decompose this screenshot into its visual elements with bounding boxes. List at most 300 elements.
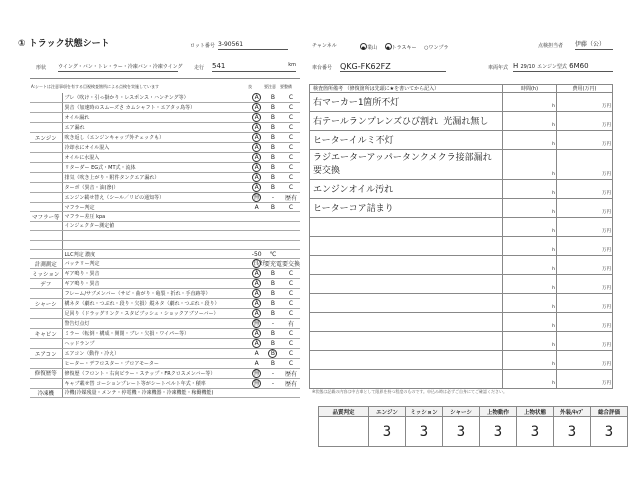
grade-option[interactable] [282, 173, 300, 183]
findings-table [309, 84, 613, 389]
grade-value: C [288, 300, 294, 308]
inspection-row [30, 212, 300, 221]
grade-option[interactable] [249, 359, 264, 368]
grade-value: A [252, 103, 261, 112]
grade-value: A [252, 279, 261, 288]
finding-text: 右マーカー1箇所不灯 [310, 93, 503, 112]
inspection-item: 警告灯点灯 [62, 319, 249, 329]
inspection-item: 構ネタ（劇れ・つぶれ・段り・欠損）縦ネタ（劇れ・つぶれ・段り） [62, 299, 249, 309]
grade-value: A [252, 173, 261, 182]
grade-option[interactable] [249, 299, 264, 309]
inspection-item: 異音（加速時のスムーズさ カムシャフト・エアタッ鳥等） [62, 103, 249, 113]
grade-label: 上物動作 [480, 407, 517, 417]
grade-value: ℃ [269, 250, 277, 258]
finding-cost-unit: 万円 [557, 93, 613, 112]
finding-text [310, 351, 503, 370]
inspection-category [30, 231, 62, 240]
inspection-row [30, 240, 300, 249]
grade-option[interactable] [249, 339, 264, 349]
grade-option[interactable] [264, 143, 282, 153]
grade-option[interactable] [264, 240, 282, 249]
inspection-item: ミラー（転倒・構成・開閉・ブレ・欠損・ワイパー等） [62, 329, 249, 339]
grade-value: B [270, 280, 276, 288]
mileage-value: 541 km [212, 62, 296, 70]
grade-value: A [252, 289, 261, 298]
grade-option[interactable] [282, 123, 300, 133]
inspection-item: 吹き返し（エンジンキャップ外チェックも） [62, 133, 249, 143]
grade-option[interactable] [264, 153, 282, 163]
grade-value: C [288, 270, 294, 278]
inspection-category [30, 183, 62, 193]
grade-value: B [270, 104, 276, 111]
grade-value: B [270, 134, 276, 141]
finding-time-unit: h [503, 313, 557, 332]
grade-option[interactable] [249, 173, 264, 183]
finding-text [310, 313, 503, 332]
grade-value: 要交換 [281, 261, 300, 269]
grade-value: C [288, 184, 294, 191]
finding-cost-unit: 万円 [557, 256, 613, 275]
grade-option[interactable] [282, 299, 300, 309]
finding-time-unit: h [503, 199, 557, 218]
inspection-row [30, 163, 300, 173]
grade-value: C [288, 124, 294, 131]
grade-option[interactable] [282, 279, 300, 289]
grade-value: -50 [251, 250, 262, 258]
grade-value: A [252, 309, 261, 318]
grade-option[interactable] [282, 221, 300, 230]
grade-option[interactable] [264, 163, 282, 173]
inspection-category: 冷凍機 [30, 388, 62, 397]
grade-option[interactable] [282, 193, 300, 203]
finding-cost-unit: 万円 [557, 237, 613, 256]
grade-value: A [252, 269, 261, 278]
grade-value: B [270, 360, 276, 368]
inspection-item: フレーム/サブメンバー（サビ・曲がり・亀裂・折れ・手直跡等） [62, 289, 249, 299]
inspection-row [30, 289, 300, 299]
finding-cost-unit: 万円 [557, 150, 613, 180]
grade-value: 歴有 [284, 380, 297, 388]
grade-option[interactable] [264, 388, 282, 397]
grade-option[interactable] [249, 113, 264, 123]
inspection-item: キャブ載せ替 コーションプレート等がシートベルト年式・積率 [62, 378, 249, 388]
grade-value: C [288, 310, 294, 318]
finding-row [310, 199, 613, 218]
grade-label: 外装/ｷｬﾌﾞ [554, 407, 591, 417]
grade-option[interactable] [249, 143, 264, 153]
finding-row [310, 93, 613, 112]
grade-label: 上物状態 [517, 407, 554, 417]
inspection-item: LLC判定 濃度 [62, 249, 249, 258]
shape-options: ウイング・バン・トレ・ラー・冷凍バン・冷凍ウイング [58, 64, 183, 70]
finding-row [310, 332, 613, 351]
grade-option[interactable] [282, 183, 300, 193]
grade-option[interactable] [282, 289, 300, 299]
grade-value: C [288, 114, 294, 121]
inspection-category [30, 93, 62, 103]
grade-option[interactable] [282, 329, 300, 339]
grade-value: C [288, 144, 294, 151]
grade-option[interactable] [249, 259, 264, 269]
inspection-item: ブレ（吹け・引っ掛かり・レスポンス・ハンチング等） [62, 93, 249, 103]
grade-option[interactable] [249, 183, 264, 193]
finding-row [310, 370, 613, 389]
inspection-row [30, 378, 300, 388]
inspection-category [30, 153, 62, 163]
grade-option[interactable] [264, 212, 282, 221]
finding-cost-unit: 万円 [557, 199, 613, 218]
finding-time-unit: h [503, 256, 557, 275]
inspection-row [30, 249, 300, 258]
grade-option[interactable] [249, 249, 264, 258]
inspection-row [30, 153, 300, 163]
inspection-item: オイル漏れ [62, 113, 249, 123]
grade-value: - [271, 194, 275, 201]
grade-option[interactable] [264, 289, 282, 299]
finding-row [310, 351, 613, 370]
finding-cost-unit: 万円 [557, 218, 613, 237]
grade-option[interactable] [264, 359, 282, 368]
mileage-label: 走行 [194, 65, 205, 71]
finding-text: ラジエーターアッパータンクメクラ接部漏れ 要交換 [310, 150, 503, 180]
inspection-category [30, 193, 62, 203]
finding-row [310, 218, 613, 237]
grade-option[interactable] [264, 309, 282, 319]
grade-option[interactable] [282, 103, 300, 113]
grade-option[interactable] [282, 212, 300, 221]
grade-option[interactable] [249, 103, 264, 113]
finding-time-unit: h [503, 332, 557, 351]
grade-value: A [252, 339, 261, 348]
finding-text: 右テールランプレンズひび割れ 光漏れ無し [310, 112, 503, 131]
lot-number: 3-90561 [218, 41, 288, 50]
grade-value: C [288, 290, 294, 298]
year-engine: H 29/10 エンジン型式 6M60 [513, 62, 613, 72]
finding-row [310, 180, 613, 199]
grade-value: B [270, 174, 276, 181]
grade-option[interactable] [249, 289, 264, 299]
inspection-row [30, 103, 300, 113]
grade-option[interactable] [249, 163, 264, 173]
finding-time-unit: h [503, 180, 557, 199]
grade-option[interactable] [264, 93, 282, 103]
grade-value: A [252, 299, 261, 308]
grade-option[interactable] [282, 339, 300, 349]
grade-value: 歴有 [284, 370, 297, 378]
finding-row [310, 237, 613, 256]
inspection-item: マフラー判定 [62, 203, 249, 212]
grade-option[interactable] [249, 203, 264, 212]
finding-cost-unit: 万円 [557, 351, 613, 370]
inspection-category: ミッション [30, 269, 62, 279]
grade-note [319, 417, 369, 447]
grade-header-2: 要注意 [264, 84, 276, 89]
grade-value: - [271, 369, 275, 377]
grade-option[interactable] [249, 279, 264, 289]
grade-value: A [252, 153, 261, 162]
inspection-item: ヒーター・デフロスター・ブロアモーター [62, 359, 249, 368]
inspection-row [30, 339, 300, 349]
grade-score: 3 [406, 417, 443, 447]
grade-option[interactable] [282, 240, 300, 249]
finding-cost-unit: 万円 [557, 112, 613, 131]
grade-option[interactable] [264, 103, 282, 113]
grade-option[interactable] [249, 329, 264, 339]
grade-option[interactable] [282, 133, 300, 143]
inspection-item: 足回り（ドラッグリンク・スタビブッシュ・ショックアブソーバー） [62, 309, 249, 319]
finding-time-unit: h [503, 150, 557, 180]
finding-time-unit: h [503, 93, 557, 112]
grade-option[interactable] [264, 183, 282, 193]
finding-text [310, 332, 503, 351]
inspection-item: 排気（吹き上がり・附件タンクエア漏れ） [62, 173, 249, 183]
grade-option[interactable] [264, 329, 282, 339]
grade-option[interactable] [264, 133, 282, 143]
grade-value: A [252, 133, 261, 142]
grade-value: C [288, 94, 294, 101]
inspection-category: 計測測定 [30, 259, 62, 269]
grade-value: B [270, 310, 276, 318]
grade-option[interactable] [249, 221, 264, 230]
grade-option[interactable] [282, 388, 300, 397]
inspection-item: エア漏れ [62, 123, 249, 133]
inspection-category: シャーシ [30, 299, 62, 309]
grade-value: B [270, 300, 276, 308]
grade-value: B [270, 154, 276, 161]
grade-value: B [270, 203, 276, 211]
finding-cost-unit: 万円 [557, 313, 613, 332]
grade-option[interactable] [249, 123, 264, 133]
finding-cost-unit: 万円 [557, 370, 613, 389]
inspection-row [30, 388, 300, 397]
grade-option[interactable] [282, 143, 300, 153]
grade-value: C [288, 174, 294, 181]
grade-label: エンジン [369, 407, 406, 417]
grade-score: 3 [369, 417, 406, 447]
inspection-row [30, 329, 300, 339]
inspection-category: キャビン [30, 329, 62, 339]
grade-option[interactable] [264, 203, 282, 212]
grade-score: 3 [591, 417, 628, 447]
grade-option[interactable] [249, 193, 264, 203]
page-title: ① トラック状態シート [18, 39, 110, 49]
finding-time-unit: h [503, 370, 557, 389]
grade-option[interactable] [282, 113, 300, 123]
grade-option[interactable] [249, 212, 264, 221]
grade-option[interactable] [264, 193, 282, 203]
grade-value: C [288, 340, 294, 348]
notice-text: A:シートは注意事項を有する目視検査箇所による点検を実施しています [31, 84, 160, 89]
grade-option[interactable] [264, 123, 282, 133]
grade-option[interactable] [264, 259, 282, 269]
grade-value: A [252, 123, 261, 132]
grade-value: B [270, 124, 276, 131]
finding-text: ヒーターイルミ不灯 [310, 131, 503, 150]
grade-option[interactable] [282, 259, 300, 269]
inspection-row [30, 349, 300, 359]
channel-label: チャンネル [312, 43, 337, 49]
inspector-name: 伊藤（公） [575, 41, 613, 50]
grade-header-3: 要整備 [280, 84, 292, 89]
grade-value: B [270, 144, 276, 151]
grade-value: B [270, 330, 276, 338]
grade-option[interactable] [282, 349, 300, 359]
grade-option[interactable] [282, 378, 300, 388]
grade-value: C [288, 134, 294, 141]
grade-value: C [288, 360, 294, 368]
inspection-category [30, 113, 62, 123]
grade-value: A [252, 163, 261, 172]
grade-value: B [270, 290, 276, 298]
inspection-item: ギア鳴り・異音 [62, 279, 249, 289]
grade-option[interactable] [249, 388, 264, 397]
grade-option[interactable] [264, 279, 282, 289]
grade-value: B [270, 164, 276, 171]
shape-label: 形状 [36, 65, 47, 71]
grade-option[interactable] [249, 153, 264, 163]
grade-value: 良好 [253, 260, 266, 268]
grade-option[interactable] [282, 319, 300, 329]
year-label: 車両年式 [488, 65, 509, 71]
finding-time-unit: h [503, 351, 557, 370]
grade-option[interactable] [264, 378, 282, 388]
grade-option[interactable] [264, 299, 282, 309]
grade-option[interactable] [249, 378, 264, 388]
footnote: ※状態は記載の内容は中古車として限界を持つ程度のものです。申込み時は必ずご自身にてご確認ください。 [312, 389, 508, 394]
inspection-row [30, 143, 300, 153]
grade-option[interactable] [282, 269, 300, 279]
model-label: 車台番号 [312, 65, 333, 71]
grade-value: 有 [287, 321, 294, 329]
finding-cost-unit: 万円 [557, 180, 613, 199]
grade-value: C [288, 203, 294, 211]
inspection-category [30, 289, 62, 299]
inspection-item: ヘッドランプ [62, 339, 249, 349]
grade-option[interactable] [264, 269, 282, 279]
grade-option[interactable] [249, 319, 264, 329]
grade-option[interactable] [282, 249, 300, 258]
inspection-row [30, 221, 300, 230]
grade-value: C [288, 280, 294, 288]
inspection-row [30, 359, 300, 368]
inspection-item: バッテリー判定 [62, 259, 249, 269]
inspection-item [62, 240, 249, 249]
inspection-row [30, 193, 300, 203]
inspection-item: エンジン載せ替え（シール／リビの通知等） [62, 193, 249, 203]
grade-value: C [288, 104, 294, 111]
grade-option[interactable] [264, 319, 282, 329]
inspection-item: 冷機(冷媒残量・メンテ・停電機・冷凍機器・冷凍機能・稼働機能) [62, 388, 249, 397]
inspection-category [30, 359, 62, 368]
grade-option[interactable] [264, 249, 282, 258]
grade-option[interactable] [282, 153, 300, 163]
inspection-row [30, 309, 300, 319]
grade-option[interactable] [264, 221, 282, 230]
grade-value: 要充電 [263, 261, 282, 269]
grade-option[interactable] [264, 231, 282, 240]
inspection-row [30, 299, 300, 309]
grade-option[interactable] [282, 93, 300, 103]
finding-row [310, 150, 613, 180]
grade-option[interactable] [249, 349, 264, 359]
grade-value: B [270, 184, 276, 191]
grade-value: B [270, 270, 276, 278]
inspection-row [30, 203, 300, 212]
grade-value: - [271, 320, 275, 328]
grade-option[interactable] [282, 309, 300, 319]
grade-score: 3 [480, 417, 517, 447]
inspection-row [30, 123, 300, 133]
inspection-category [30, 249, 62, 258]
grade-value: B [268, 349, 277, 358]
grade-option[interactable] [249, 231, 264, 240]
finding-time-unit: h [503, 112, 557, 131]
grade-header-1: 良 [248, 84, 252, 89]
grade-value: A [252, 93, 261, 102]
finding-text [310, 370, 503, 389]
grade-label: 総合評価 [591, 407, 628, 417]
inspection-item: 修復歴（フロント・右向ピラー・ステップ・FRクロスメンバー等） [62, 368, 249, 378]
inspection-category: 修復歴等 [30, 368, 62, 378]
inspection-category [30, 339, 62, 349]
grade-value: 無 [253, 194, 260, 201]
inspection-row [30, 368, 300, 378]
finding-time-unit: h [503, 237, 557, 256]
inspection-row [30, 269, 300, 279]
grade-option[interactable] [264, 339, 282, 349]
grade-value: 無 [253, 320, 260, 328]
grade-option[interactable] [282, 163, 300, 173]
grade-option[interactable] [264, 173, 282, 183]
grade-value: 歴有 [284, 195, 297, 202]
grade-option[interactable] [249, 240, 264, 249]
inspection-category [30, 173, 62, 183]
inspection-row [30, 133, 300, 143]
finding-cost-unit: 万円 [557, 131, 613, 150]
grade-option[interactable] [249, 133, 264, 143]
inspection-category: マフラー等 [30, 212, 62, 221]
inspection-category [30, 143, 62, 153]
grade-option[interactable] [282, 359, 300, 368]
inspection-item: インジェクター測定値 [62, 221, 249, 230]
findings-header-cost: 費用(万円) [557, 85, 613, 93]
grade-option[interactable] [264, 368, 282, 378]
grade-option[interactable] [264, 349, 282, 359]
finding-row [310, 112, 613, 131]
grade-option[interactable] [264, 113, 282, 123]
grade-value: C [288, 164, 294, 171]
grade-option[interactable] [282, 231, 300, 240]
grade-value: C [288, 350, 294, 358]
finding-time-unit: h [503, 275, 557, 294]
grade-option[interactable] [249, 309, 264, 319]
grade-option[interactable] [282, 368, 300, 378]
grade-option[interactable] [249, 368, 264, 378]
grade-option[interactable] [249, 93, 264, 103]
inspection-item: エアコン（動作・冷え） [62, 349, 249, 359]
finding-cost-unit: 万円 [557, 332, 613, 351]
inspection-category [30, 103, 62, 113]
inspection-item: ギア鳴り・異音 [62, 269, 249, 279]
grade-option[interactable] [282, 203, 300, 212]
grade-table [318, 406, 628, 447]
finding-row [310, 275, 613, 294]
grade-option[interactable] [249, 269, 264, 279]
inspection-row [30, 279, 300, 289]
inspection-row [30, 183, 300, 193]
grade-value: B [270, 94, 276, 101]
finding-text [310, 218, 503, 237]
